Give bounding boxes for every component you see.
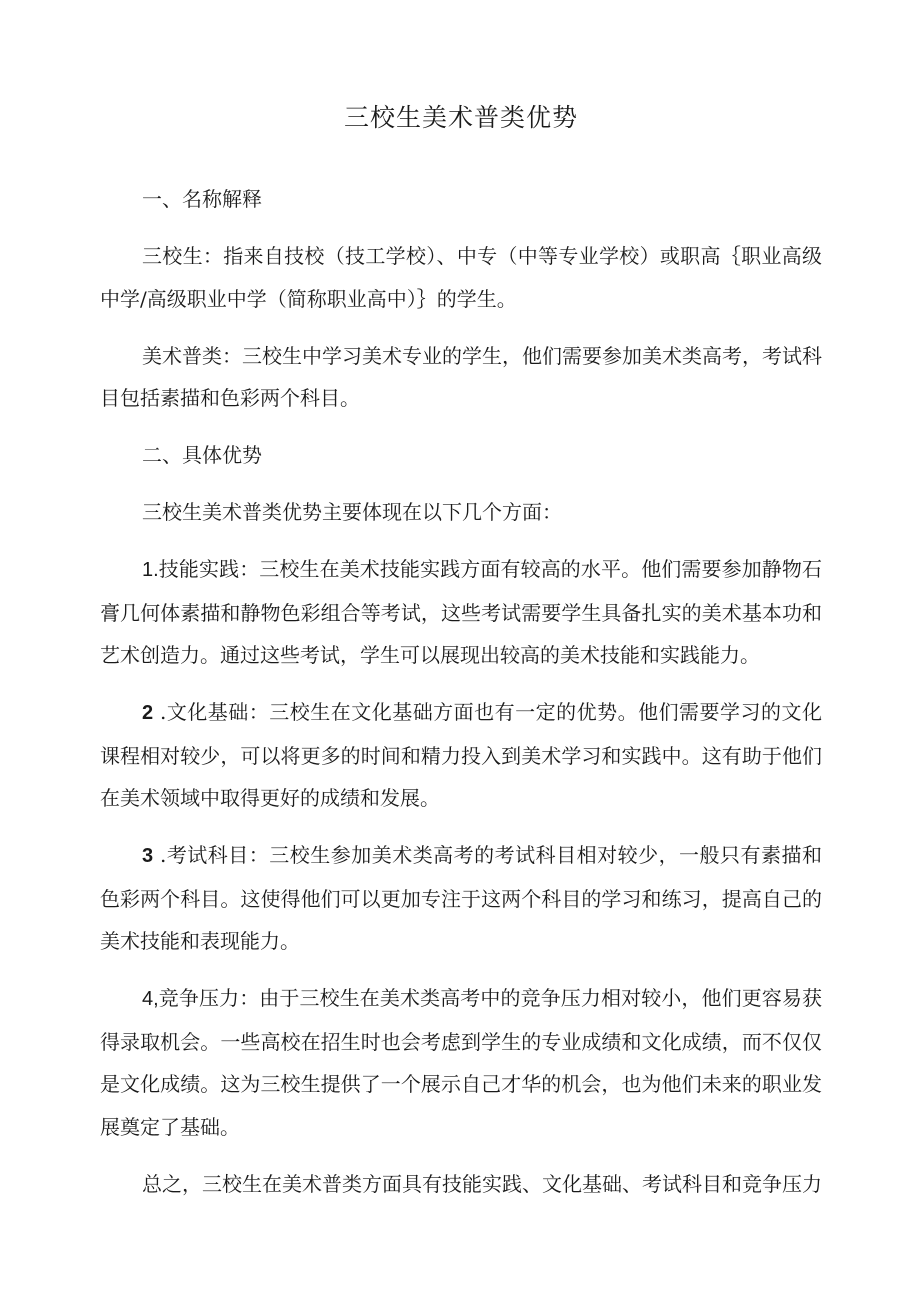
section-heading-definitions: 一、名称解释 bbox=[142, 187, 262, 211]
paragraph-meishu-pulei-definition: 美术普类：三校生中学习美术专业的学生，他们需要参加美术类高考，考试科目包括素描和色彩两个科目。 bbox=[100, 343, 822, 410]
list-item-number: 3 bbox=[142, 845, 154, 867]
list-item-competition-pressure bbox=[100, 977, 822, 1148]
section-heading-advantages: 二、具体优势 bbox=[142, 443, 262, 467]
page-title: 三校生美术普类优势 bbox=[343, 103, 578, 132]
paragraph-sanxiaosheng-definition: 三校生：指来自技校（技工学校）、中专（中等专业学校）或职高｛职业高级中学/高级职业中学（简称职业高中）｝的学生。 bbox=[100, 244, 822, 311]
list-item-number: 1. bbox=[142, 559, 159, 581]
paragraph-advantages-intro: 三校生美术普类优势主要体现在以下几个方面： bbox=[142, 500, 562, 524]
list-item-text: .考试科目：三校生参加美术类高考的考试科目相对较少，一般只有素描和色彩两个科目。这使得他们可以更加专注于这两个科目的学习和练习，提高自己的美术技能和表现能力。 bbox=[100, 843, 822, 953]
document-body bbox=[100, 178, 822, 1220]
paragraph-summary: 总之，三校生在美术普类方面具有技能实践、文化基础、考试科目和竞争压力 bbox=[142, 1171, 822, 1196]
list-item-exam-subjects bbox=[100, 834, 822, 963]
list-item-number: 2 bbox=[142, 702, 154, 724]
list-item-text: 竞争压力：由于三校生在美术类高考中的竞争压力相对较小，他们更容易获得录取机会。一些高校在招生时也会考虑到学生的专业成绩和文化成绩，而不仅仅是文化成绩。这为三校生提供了一个展示自己才华的机会，也为他们未来的职业发展奠定了基础。 bbox=[100, 986, 822, 1139]
list-item-text: 技能实践：三校生在美术技能实践方面有较高的水平。他们需要参加静物石膏几何体素描和静物色彩组合等考试，这些考试需要学生具备扎实的美术基本功和艺术创造力。通过这些考试，学生可以展现出较高的美术技能和实践能力。 bbox=[100, 557, 822, 667]
list-item-culture-foundation bbox=[100, 691, 822, 820]
list-item-number: 4, bbox=[142, 988, 159, 1010]
list-item-text: .文化基础：三校生在文化基础方面也有一定的优势。他们需要学习的文化课程相对较少，可以将更多的时间和精力投入到美术学习和实践中。这有助于他们在美术领域中取得更好的成绩和发展。 bbox=[100, 700, 822, 810]
list-item-skill-practice bbox=[100, 548, 822, 677]
